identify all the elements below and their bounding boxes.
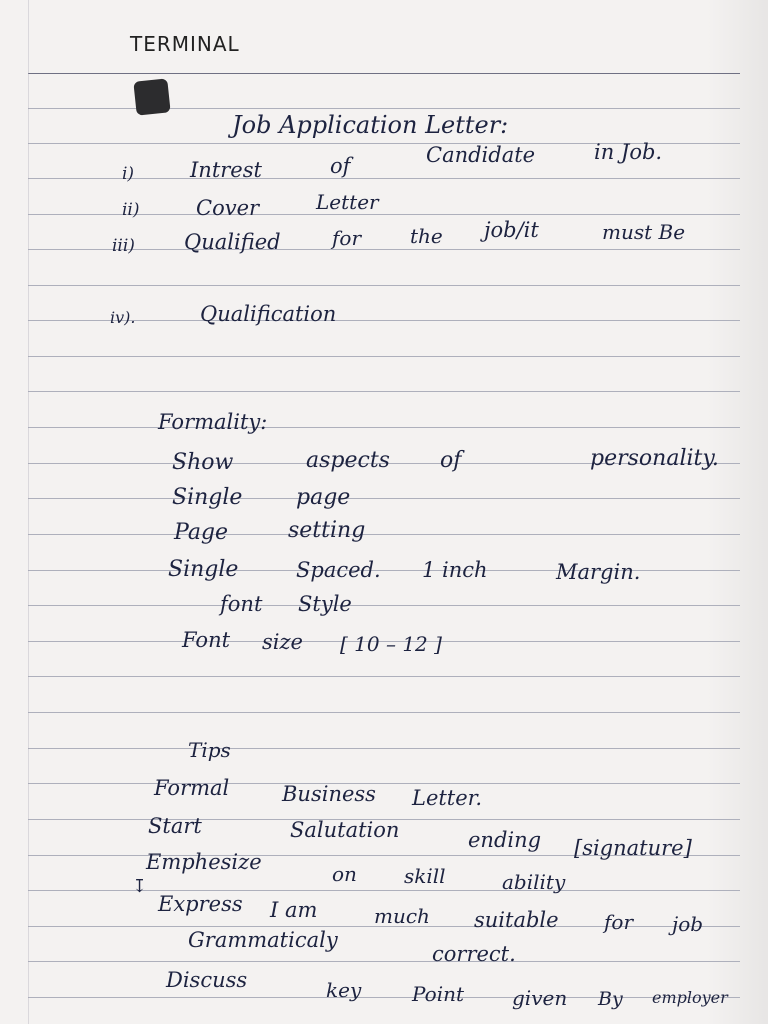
tips-line3-word3: skill <box>404 864 446 888</box>
item1-col4: in Job. <box>594 140 663 164</box>
tips-line4-word5: for <box>604 910 634 934</box>
tips-line5-word1: Grammaticaly <box>188 928 338 952</box>
formality-line4-word4: Margin. <box>556 560 641 584</box>
tips-line6-word4: given <box>512 986 568 1010</box>
formality-line1-word4: personality. <box>590 446 719 471</box>
tips-line1-word2: Business <box>282 782 376 806</box>
item1-col2: of <box>330 154 351 178</box>
tips-line4-word2: I am <box>270 898 318 922</box>
ruled-line <box>28 748 740 749</box>
ruled-line <box>28 498 740 499</box>
section3-title: Tips <box>188 738 231 762</box>
formality-line3-word2: setting <box>288 518 366 543</box>
section1-title: Job Application Letter: <box>232 111 509 139</box>
ruled-line <box>28 285 740 286</box>
ruled-line <box>28 712 740 713</box>
tips-line5-word2: correct. <box>432 942 516 966</box>
item3-num: iii) <box>112 236 135 256</box>
tips-line4-word1: Express <box>158 892 243 916</box>
tips-line2-word2: Salutation <box>290 818 400 842</box>
formality-line6-word1: Font <box>182 628 231 652</box>
page-header: TERMINAL <box>130 32 240 56</box>
formality-line1-word1: Show <box>172 450 234 475</box>
margin-line <box>28 0 29 1024</box>
item3-col4: job/it <box>484 218 539 242</box>
item1-col3: Candidate <box>426 143 536 167</box>
tips-line3-word2: on <box>332 862 357 886</box>
tips-line6-word5: By <box>598 988 623 1010</box>
ruled-line <box>28 961 740 962</box>
formality-line4-word2: Spaced. <box>296 558 381 582</box>
tips-line4-word4: suitable <box>474 908 559 932</box>
item3-col3: the <box>410 224 443 248</box>
formality-line3-word1: Page <box>174 520 229 545</box>
formality-line1-word2: aspects <box>306 448 390 473</box>
formality-line5-word2: Style <box>298 592 352 616</box>
ruled-line <box>28 427 740 428</box>
tips-line1-word1: Formal <box>154 776 230 800</box>
ruled-line <box>28 534 740 535</box>
tips-line6-word6: employer <box>652 988 728 1007</box>
formality-line6-word3: [ 10 – 12 ] <box>340 632 442 656</box>
item1-text: Intrest <box>190 158 262 182</box>
tips-line3-word1: Emphesize <box>146 850 262 874</box>
item3-col5: must Be <box>602 220 686 244</box>
tips-line2-word4: [signature] <box>574 836 692 860</box>
ruled-line <box>28 783 740 784</box>
formality-line6-word2: size <box>262 630 303 654</box>
item3-text: Qualified <box>184 230 281 254</box>
item3-col2: for <box>332 226 362 250</box>
tips-line1-word3: Letter. <box>412 786 483 810</box>
tips-line6-word1: Discuss <box>166 968 248 992</box>
item2-col2: Letter <box>316 190 379 214</box>
ruled-line <box>28 605 740 606</box>
ruled-line <box>28 108 740 109</box>
ink-blot <box>133 78 170 115</box>
ruled-line <box>28 73 740 74</box>
ruled-line <box>28 676 740 677</box>
formality-line1-word3: of <box>440 448 462 473</box>
tips-line4-word3: much <box>374 904 430 928</box>
formality-line2-word2: page <box>296 485 351 510</box>
arrow-mark: ↧ <box>132 876 148 897</box>
ruled-line <box>28 391 740 392</box>
formality-line5-word1: font <box>220 592 263 616</box>
ruled-line <box>28 997 740 998</box>
section2-title: Formality: <box>158 410 268 434</box>
tips-line6-word3: Point <box>412 982 465 1006</box>
item4-text: Qualification <box>200 302 337 326</box>
ruled-line <box>28 356 740 357</box>
item2-text: Cover <box>196 196 260 220</box>
item2-num: ii) <box>122 200 140 220</box>
item4-num: iv). <box>110 308 136 327</box>
tips-line4-word6: job <box>672 912 704 936</box>
tips-line2-word3: ending <box>468 828 542 852</box>
tips-line3-word4: ability <box>502 870 566 894</box>
formality-line4-word3: 1 inch <box>422 558 488 582</box>
formality-line2-word1: Single <box>172 485 243 510</box>
tips-line2-word1: Start <box>148 814 202 838</box>
formality-line4-word1: Single <box>168 557 239 582</box>
item1-num: i) <box>122 164 135 184</box>
tips-line6-word2: key <box>326 978 362 1002</box>
ruled-line <box>28 178 740 179</box>
